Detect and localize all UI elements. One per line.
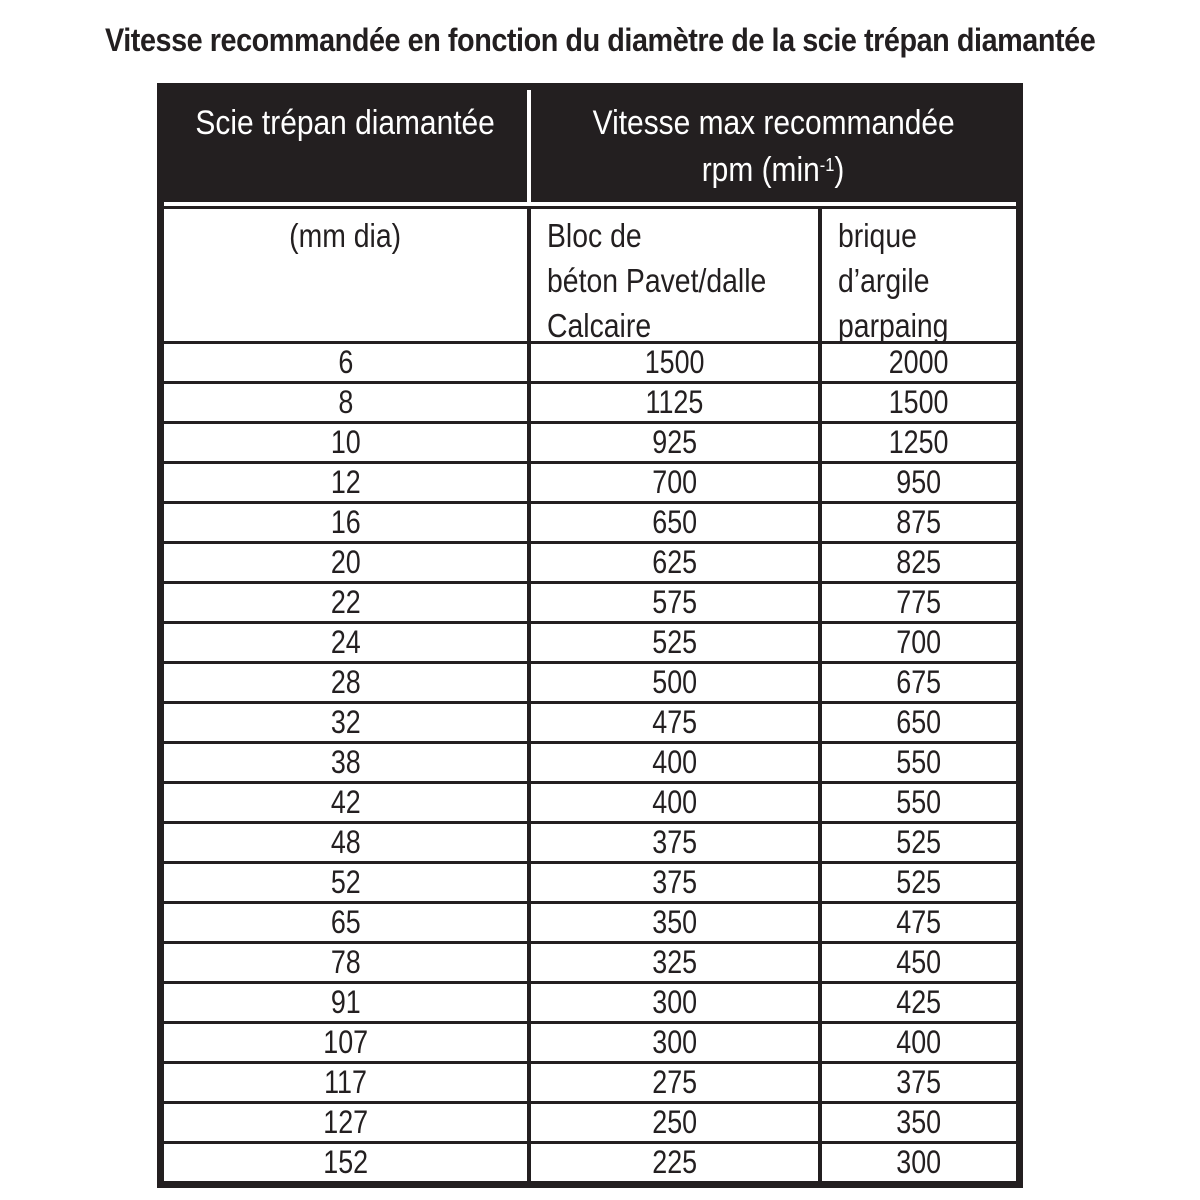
cell-diameter: 38 — [330, 744, 361, 780]
cell-brick-rpm: 300 — [818, 1144, 1016, 1181]
cell-brick-rpm: 525 — [818, 864, 1016, 901]
table-row — [164, 901, 1016, 941]
table-row — [164, 581, 1016, 621]
cell-concrete-rpm: 375 — [527, 864, 818, 901]
cell-concrete-rpm: 1500 — [527, 344, 818, 381]
cell-concrete-rpm: 325 — [527, 944, 818, 981]
subheader-cell-concrete: Bloc de béton Pavet/dalle Calcaire — [527, 209, 818, 348]
cell-brick-rpm: 825 — [818, 544, 1016, 581]
table-row — [164, 621, 1016, 661]
cell-brick-rpm: 700 — [818, 624, 1016, 661]
cell-diameter: 127 — [323, 1104, 368, 1140]
cell-concrete-rpm: 575 — [527, 584, 818, 621]
cell-concrete-rpm: 925 — [527, 424, 818, 461]
table-row — [164, 981, 1016, 1021]
cell-concrete-rpm: 1125 — [527, 384, 818, 421]
table-row — [164, 421, 1016, 461]
cell-brick-rpm: 525 — [818, 824, 1016, 861]
table-row — [164, 1141, 1016, 1181]
table-subheader — [164, 206, 1016, 344]
cell-brick-rpm: 775 — [818, 584, 1016, 621]
cell-concrete-rpm: 500 — [527, 664, 818, 701]
cell-brick-rpm: 375 — [818, 1064, 1016, 1101]
table-row — [164, 941, 1016, 981]
cell-brick-rpm: 550 — [818, 744, 1016, 781]
cell-diameter: 20 — [330, 544, 361, 580]
cell-brick-rpm: 425 — [818, 984, 1016, 1021]
cell-diameter: 8 — [338, 384, 353, 420]
table-row — [164, 781, 1016, 821]
table-row — [164, 701, 1016, 741]
cell-diameter: 16 — [330, 504, 361, 540]
cell-concrete-rpm: 225 — [527, 1144, 818, 1181]
cell-brick-rpm: 400 — [818, 1024, 1016, 1061]
cell-concrete-rpm: 650 — [527, 504, 818, 541]
table-row — [164, 861, 1016, 901]
cell-concrete-rpm: 375 — [527, 824, 818, 861]
cell-diameter: 48 — [330, 824, 361, 860]
table-row — [164, 741, 1016, 781]
page-title: Vitesse recommandée en fonction du diamètre de la scie trépan diamantée — [104, 22, 1096, 58]
cell-diameter: 6 — [338, 344, 353, 380]
cell-brick-rpm: 475 — [818, 904, 1016, 941]
cell-brick-rpm: 950 — [818, 464, 1016, 501]
cell-brick-rpm: 650 — [818, 704, 1016, 741]
cell-diameter: 52 — [330, 864, 361, 900]
cell-concrete-rpm: 300 — [527, 984, 818, 1021]
table-row — [164, 381, 1016, 421]
cell-brick-rpm: 2000 — [818, 344, 1016, 381]
table-row — [164, 1061, 1016, 1101]
cell-brick-rpm: 350 — [818, 1104, 1016, 1141]
cell-concrete-rpm: 475 — [527, 704, 818, 741]
cell-diameter: 117 — [324, 1064, 367, 1100]
table-header — [164, 90, 1016, 202]
cell-diameter: 78 — [330, 944, 361, 980]
cell-diameter: 12 — [330, 464, 361, 500]
cell-concrete-rpm: 400 — [527, 744, 818, 781]
header-cell-product: Scie trépan diamantée — [195, 104, 496, 142]
speed-table — [157, 83, 1023, 1188]
cell-brick-rpm: 1500 — [818, 384, 1016, 421]
cell-diameter: 22 — [330, 584, 361, 620]
subheader-cell-diameter: (mm dia) — [289, 217, 402, 254]
cell-concrete-rpm: 275 — [527, 1064, 818, 1101]
table-row — [164, 461, 1016, 501]
cell-diameter: 10 — [330, 424, 361, 460]
cell-diameter: 28 — [330, 664, 361, 700]
superscript-minus-one: -1 — [820, 153, 835, 175]
subheader-cell-brick: brique d’argile parpaing — [818, 209, 1016, 348]
header-cell-max-speed — [527, 90, 1016, 202]
cell-brick-rpm: 550 — [818, 784, 1016, 821]
cell-brick-rpm: 1250 — [818, 424, 1016, 461]
cell-brick-rpm: 675 — [818, 664, 1016, 701]
table-row — [164, 501, 1016, 541]
cell-diameter: 91 — [330, 984, 361, 1020]
cell-diameter: 152 — [323, 1144, 368, 1180]
header-speed-line2: rpm $(\min^{-1})$ — [702, 151, 845, 189]
table-row — [164, 1101, 1016, 1141]
cell-concrete-rpm: 250 — [527, 1104, 818, 1141]
table-row — [164, 1021, 1016, 1061]
cell-concrete-rpm: 350 — [527, 904, 818, 941]
cell-concrete-rpm: 300 — [527, 1024, 818, 1061]
cell-diameter: 24 — [330, 624, 361, 660]
cell-diameter: 65 — [330, 904, 361, 940]
cell-diameter: 32 — [330, 704, 361, 740]
table-body — [164, 341, 1016, 1181]
table-row — [164, 661, 1016, 701]
cell-diameter: 107 — [323, 1024, 368, 1060]
cell-diameter: 42 — [330, 784, 361, 820]
cell-concrete-rpm: 700 — [527, 464, 818, 501]
table-row — [164, 821, 1016, 861]
header-speed-line1: Vitesse max recommandée — [592, 104, 955, 142]
cell-brick-rpm: 450 — [818, 944, 1016, 981]
table-row — [164, 541, 1016, 581]
cell-concrete-rpm: 400 — [527, 784, 818, 821]
cell-brick-rpm: 875 — [818, 504, 1016, 541]
cell-concrete-rpm: 525 — [527, 624, 818, 661]
cell-concrete-rpm: 625 — [527, 544, 818, 581]
